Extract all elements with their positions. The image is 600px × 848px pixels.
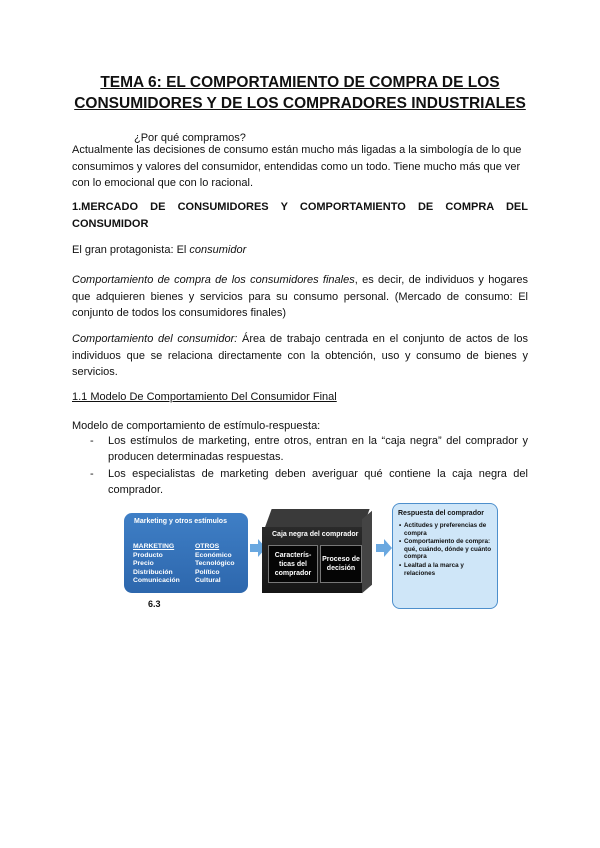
others-head: OTROS <box>195 543 220 550</box>
list-item <box>90 467 528 498</box>
title-line-1: TEMA 6: EL COMPORTAMIENTO DE COMPRA DE LOS <box>100 74 500 91</box>
list-item <box>90 434 528 465</box>
response-item: • Comportamiento de compra: qué, cuándo, dónde y cuánto compra <box>399 538 493 561</box>
marketing-head: MARKETING <box>133 543 175 550</box>
title-line-2: CONSUMIDORES Y DE LOS COMPRADORES INDUSTRIALES <box>74 95 526 112</box>
black-box-side <box>362 511 372 593</box>
paragraph-consumer-behavior <box>72 272 528 322</box>
marketing-item: Distribución <box>133 568 173 576</box>
response-title: Respuesta del comprador <box>398 510 484 517</box>
buyer-characteristics <box>268 545 318 583</box>
response-list <box>399 522 493 578</box>
bullet-text-2: Los especialistas de marketing deben averiguar qué contiene la caja negra del comprador. <box>108 468 528 496</box>
dash-marker: - <box>90 435 94 447</box>
bullet-list <box>90 434 528 500</box>
stimuli-title: Marketing y otros estímulos <box>134 518 227 525</box>
protagonist-prefix: El gran protagonista: El <box>72 244 190 256</box>
black-box <box>262 509 370 593</box>
marketing-item: Comunicación <box>133 577 180 585</box>
intro-paragraph: Actualmente las decisiones de consumo están mucho más ligadas a la simbología de lo que consumimos y valores del consumidor, entendidas como un todo. Tiene mucho más que ver con lo emocional que con lo racional. <box>72 144 522 189</box>
response-item: • Actitudes y preferencias de compra <box>399 522 493 537</box>
black-box-top <box>264 509 369 529</box>
marketing-column <box>133 543 180 586</box>
p2-text: Área de trabajo centrada en el conjunto de actos de los individuos que se relaciona directamente con la obtención, uso y consumo de bienes y servicios. <box>72 333 528 378</box>
paragraph-consumer-behavior-area <box>72 331 528 381</box>
intro-question: ¿Por qué compramos? <box>134 132 246 144</box>
section-1-heading: 1.MERCADO DE CONSUMIDORES Y COMPORTAMIENTO DE COMPRA DEL CONSUMIDOR <box>72 201 528 230</box>
others-column <box>195 543 235 586</box>
stimuli-box <box>124 513 248 593</box>
marketing-item: Precio <box>133 560 154 568</box>
protagonist-term: consumidor <box>189 244 247 256</box>
decision-process-label: Proceso de decisión <box>322 556 360 572</box>
dash-marker: - <box>90 468 94 480</box>
protagonist-line <box>72 242 528 259</box>
response-item: • Lealtad a la marca y relaciones <box>399 562 493 577</box>
p2-term: Comportamiento del consumidor: <box>72 333 238 345</box>
model-intro: Modelo de comportamiento de estímulo-respuesta: <box>72 420 321 432</box>
marketing-item: Producto <box>133 551 163 559</box>
others-item: Económico <box>195 551 232 559</box>
document-title <box>60 72 540 114</box>
stimulus-response-diagram <box>124 503 498 613</box>
decision-process <box>320 545 362 583</box>
response-box <box>392 503 498 609</box>
black-box-title: Caja negra del comprador <box>272 531 359 538</box>
arrow-right-icon <box>376 539 390 557</box>
others-item: Cultural <box>195 577 221 585</box>
others-item: Tecnológico <box>195 560 235 568</box>
section-1-1-heading: 1.1 Modelo De Comportamiento Del Consumidor Final <box>72 391 337 403</box>
bullet-text-1: Los estímulos de marketing, entre otros, entran en la “caja negra” del comprador y producen determinadas respuestas. <box>108 435 528 463</box>
p1-term: Comportamiento de compra de los consumidores finales <box>72 274 355 286</box>
others-item: Político <box>195 568 220 576</box>
p1-text: , es decir, de individuos y hogares que adquieren bienes y servicios para su consumo personal. (Mercado de consumo: El conjunto de todos los consumidores finales) <box>72 274 528 319</box>
buyer-characteristics-label: Caracterís-ticas del comprador <box>274 551 312 577</box>
figure-logo: 6.3 <box>148 599 161 609</box>
